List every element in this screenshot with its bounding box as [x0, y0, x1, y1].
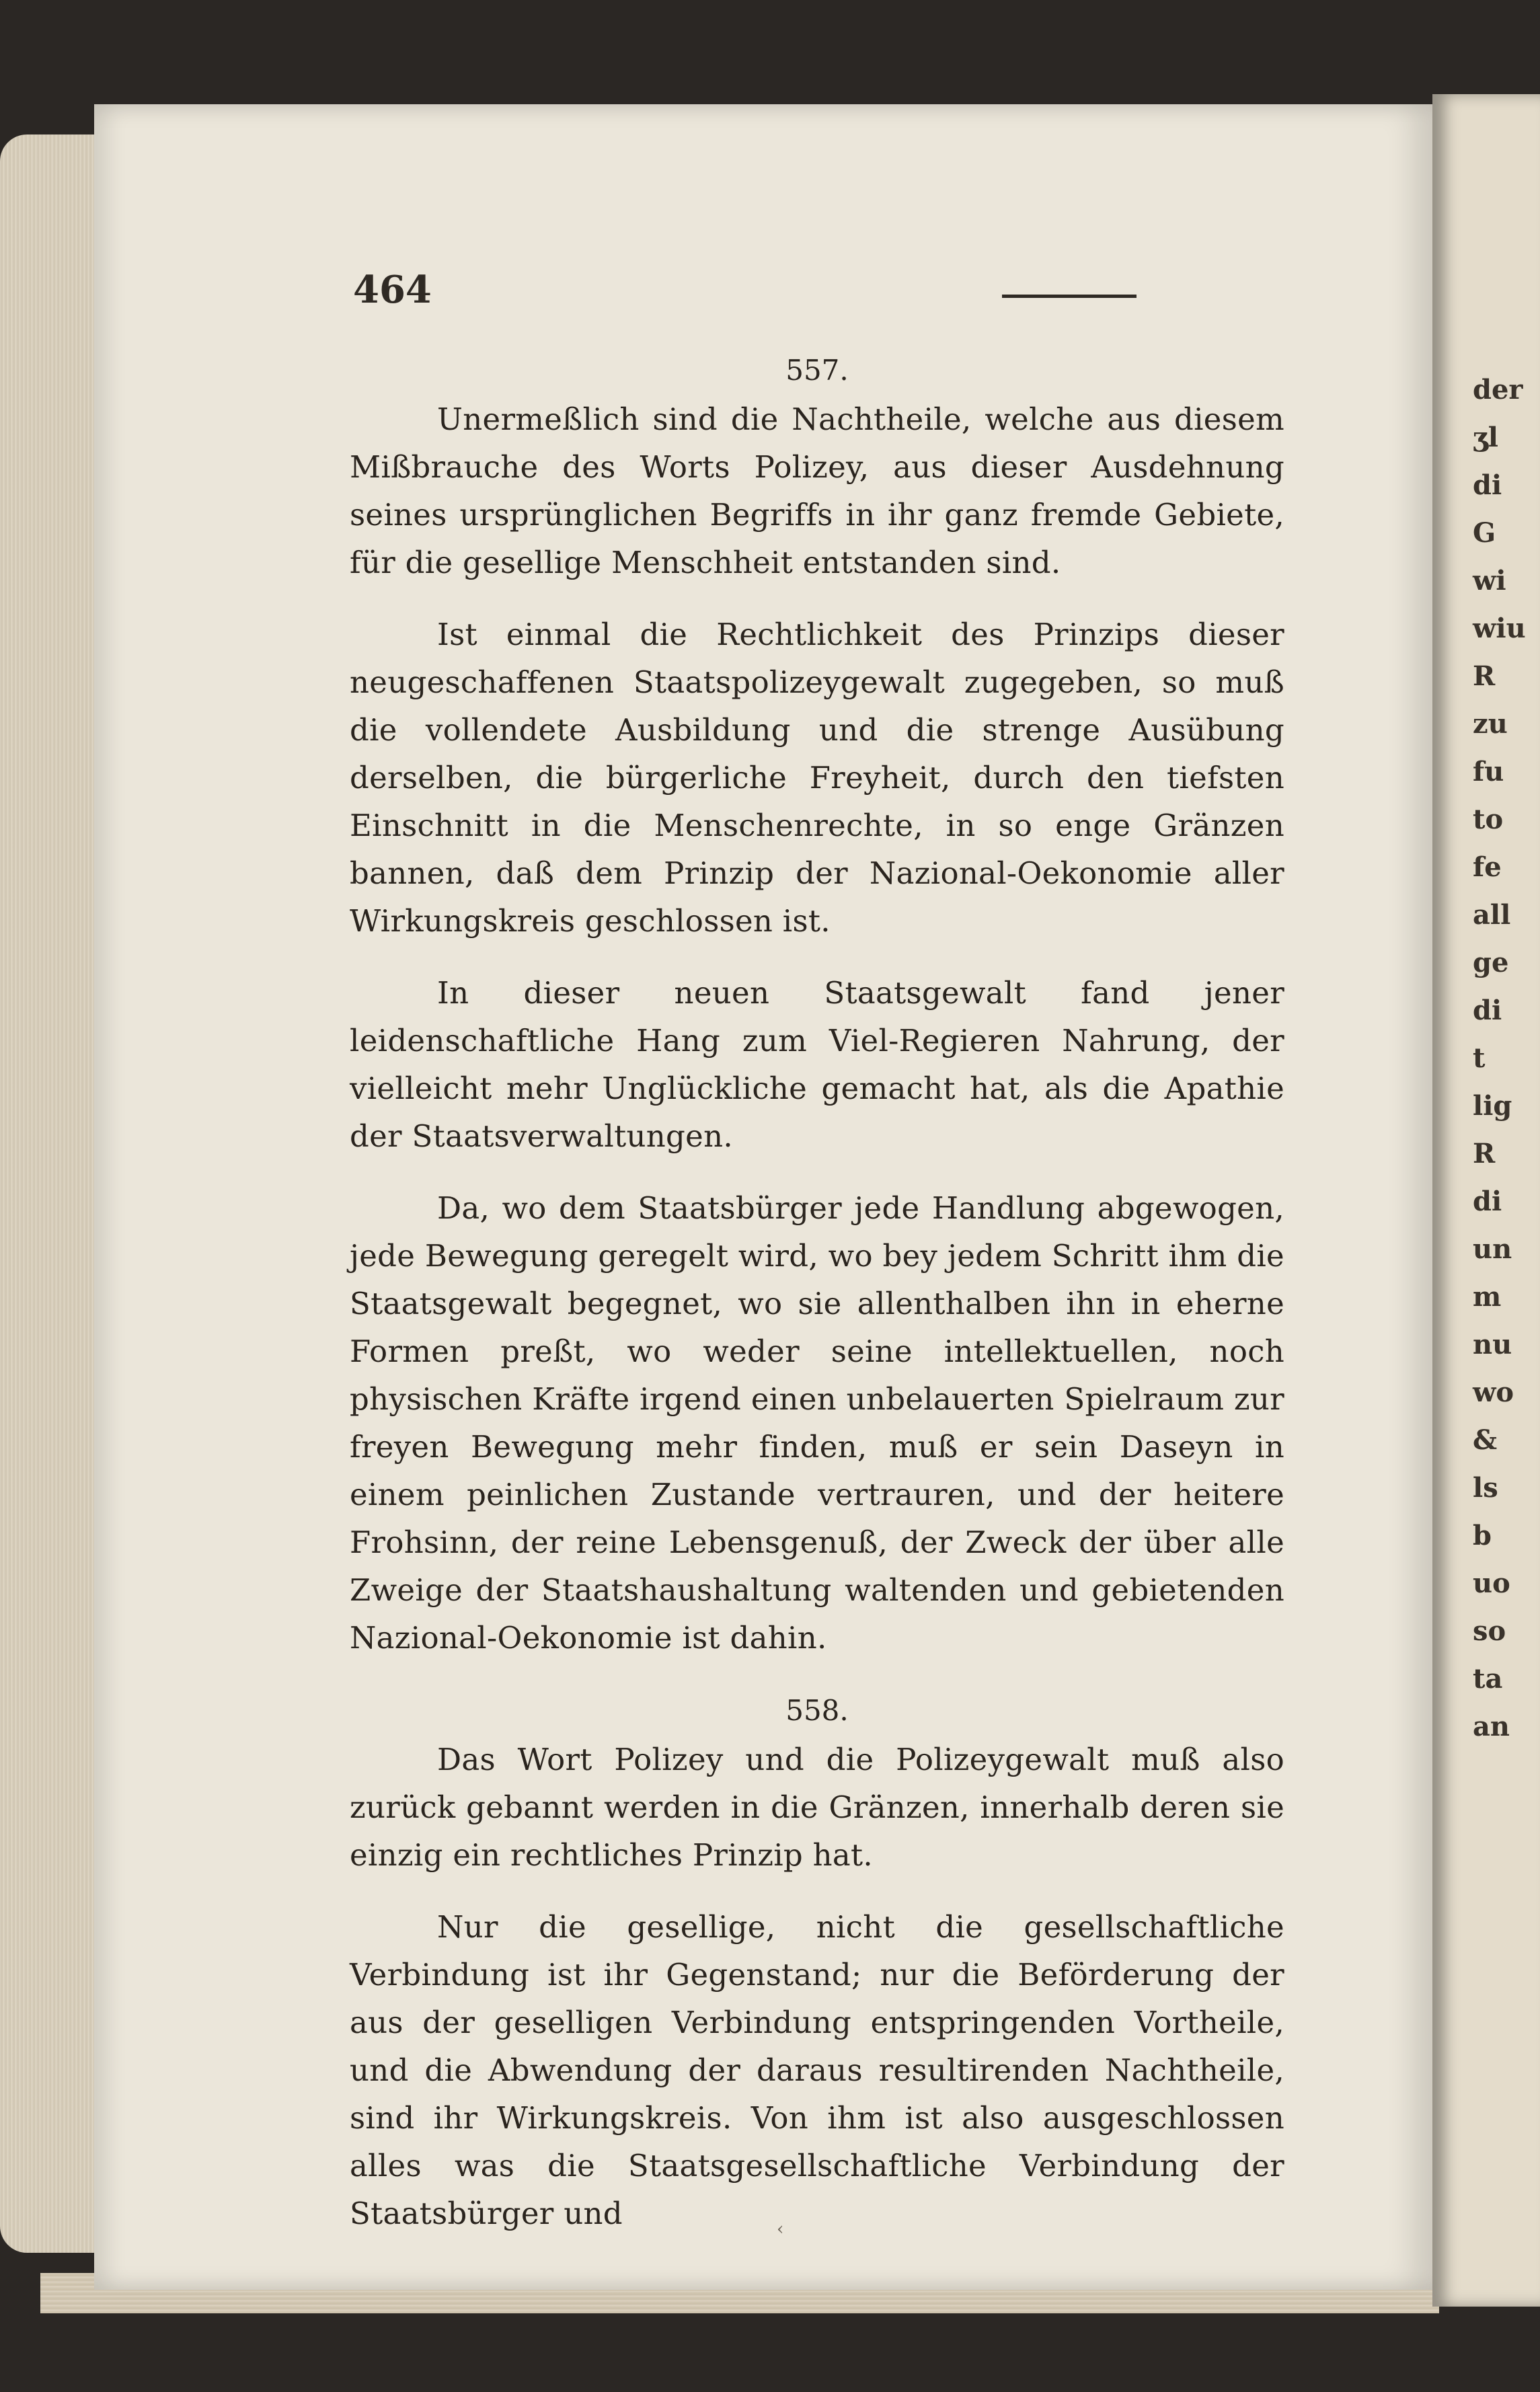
next-page-fragment: ʒl — [1473, 422, 1498, 453]
next-page-fragment: b — [1473, 1520, 1492, 1551]
page-number: 464 — [353, 268, 432, 312]
next-page-fragment: wiu — [1473, 613, 1526, 644]
next-page-fragment: & — [1473, 1424, 1498, 1456]
next-page-fragment: fu — [1473, 756, 1504, 787]
paragraph: Unermeßlich sind die Nachtheile, welche aus diesem Mißbrauche des Worts Polizey, aus dieser Ausdehnung seines ursprünglichen Begriffs in ihr ganz fremde Gebiete, für die gesellige Menschheit entstanden sind. — [350, 401, 1284, 580]
next-page-fragment: ta — [1473, 1663, 1503, 1695]
paragraph: Da, wo dem Staatsbürger jede Handlung abgewogen, jede Bewegung geregelt wird, wo bey jedem Schritt ihm die Staatsgewalt begegnet, wo sie allenthalben ihn in eherne Formen preßt, wo weder seine intellektuellen, noch physischen Kräfte irgend einen unbelauerten Spielraum zur freyen Bewegung mehr finden, muß er sein Daseyn in einem peinlichen Zustande vertrauren, und der heitere Frohsinn, der reine Lebensgenuß, der Zweck der über alle Zweige der Staatshaushaltung waltenden und gebietenden Nazional-Oekonomie ist dahin. — [350, 1190, 1284, 1656]
next-page-fragment: an — [1473, 1711, 1510, 1742]
next-page-fragment: fe — [1473, 851, 1502, 883]
book-page-edges-left — [0, 134, 94, 2253]
next-page-fragment: di — [1473, 995, 1502, 1026]
next-page-fragment: wo — [1473, 1377, 1514, 1408]
header-rule — [1002, 295, 1137, 298]
paragraph: Nur die gesellige, nicht die gesellschaftliche Verbindung ist ihr Gegenstand; nur die Beförderung der aus der geselligen Verbindung entspringenden Vortheile, und die Abwendung der daraus resultirenden Nachtheile, sind ihr Wirkungskreis. Von ihm ist also ausgeschlossen alles was die Staatsgesellschaftliche Verbindung der Staatsbürger und — [350, 1909, 1284, 2231]
page-header — [262, 268, 1291, 321]
next-page-fragment: uo — [1473, 1568, 1510, 1599]
next-page-fragment: ls — [1473, 1472, 1498, 1504]
next-page-edge — [1432, 94, 1540, 2307]
next-page-fragment: to — [1473, 804, 1504, 835]
section-558 — [350, 1689, 1284, 2237]
next-page-fragment: nu — [1473, 1329, 1512, 1360]
bottom-mark: ‹ — [777, 2219, 784, 2239]
next-page-fragment: t — [1473, 1042, 1486, 1074]
next-page-fragment: di — [1473, 1186, 1502, 1217]
section-number: 557. — [785, 354, 849, 387]
next-page-fragment: so — [1473, 1615, 1506, 1647]
next-page-fragment: G — [1473, 517, 1496, 549]
paragraph: In dieser neuen Staatsgewalt fand jener leidenschaftliche Hang zum Viel-Regieren Nahrung, der vielleicht mehr Unglückliche gemacht hat, als die Apathie der Staatsverwaltungen. — [350, 975, 1284, 1154]
next-page-fragment: un — [1473, 1233, 1512, 1265]
next-page-fragment: ge — [1473, 947, 1509, 978]
section-number: 558. — [785, 1694, 849, 1727]
next-page-fragment: der — [1473, 374, 1523, 406]
paragraph: Ist einmal die Rechtlichkeit des Prinzips dieser neugeschaffenen Staatspolizeygewalt zugegeben, so muß die vollendete Ausbildung und die strenge Ausübung derselben, die bürgerliche Freyheit, durch den tiefsten Einschnitt in die Menschenrechte, in so enge Gränzen bannen, daß dem Prinzip der Nazional-Oekonomie aller Wirkungskreis geschlossen ist. — [350, 617, 1284, 939]
paragraph: Das Wort Polizey und die Polizeygewalt muß also zurück gebannt werden in die Gränzen, innerhalb deren sie einzig ein rechtliches Prinzip hat. — [350, 1742, 1284, 1873]
next-page-fragment: R — [1473, 660, 1496, 692]
next-page-fragment: m — [1473, 1281, 1502, 1313]
next-page-fragment: wi — [1473, 565, 1506, 596]
next-page-fragment: zu — [1473, 708, 1508, 740]
next-page-fragment: lig — [1473, 1090, 1512, 1122]
section-557 — [350, 348, 1284, 1662]
next-page-fragment: di — [1473, 469, 1502, 501]
next-page-fragment: R — [1473, 1138, 1496, 1169]
body-text — [350, 348, 1284, 2264]
next-page-fragment: all — [1473, 899, 1511, 931]
